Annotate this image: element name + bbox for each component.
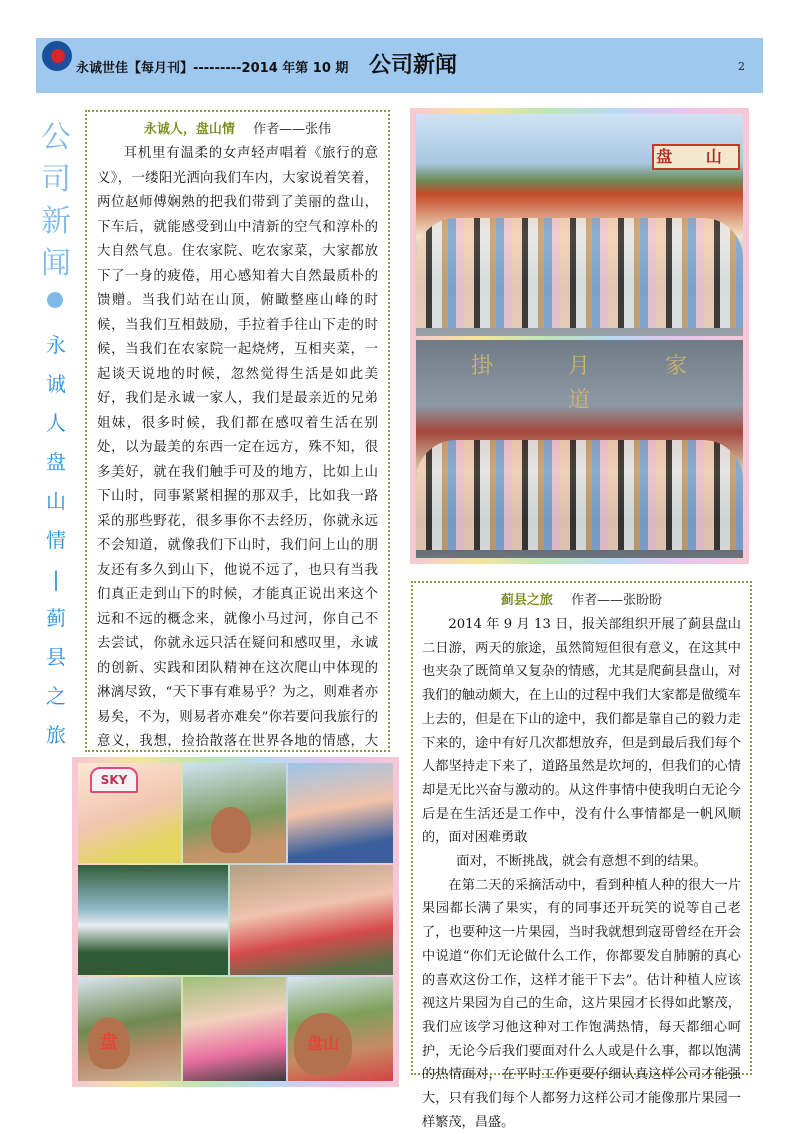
group-people [416, 218, 743, 328]
sidebar-subtitle-char: 县 [46, 645, 66, 669]
article-body [422, 613, 741, 1134]
sidebar-subtitle-char: | [52, 567, 60, 591]
article-body [97, 142, 378, 779]
article-title: 蓟县之旅 [500, 593, 553, 608]
article-jixian [411, 581, 752, 1130]
sidebar-title-char: 公 [41, 120, 71, 155]
sidebar-subtitle [40, 326, 72, 755]
group-people [416, 440, 743, 550]
group-photo-gate [416, 340, 743, 558]
group-photo-frame [410, 108, 749, 564]
article-author: 作者——张盼盼 [571, 593, 663, 608]
group-photo-temple [416, 114, 743, 336]
cap-logo: SKY [90, 767, 138, 793]
sidebar-subtitle-char: 盘 [46, 450, 66, 474]
sidebar-subtitle-char: 永 [46, 333, 66, 357]
article-paragraph: 面对，不断挑战，就会有意想不到的结果。 [456, 854, 707, 870]
collage-photo [78, 865, 228, 975]
sidebar-title [38, 117, 74, 285]
masthead: 永诚世佳【每月刊】---------2014 年第 10 期 [76, 61, 349, 76]
collage-photo [183, 977, 286, 1081]
collage-photo [78, 977, 181, 1081]
collage-photo [230, 865, 393, 975]
gate-board: 掛 月 家 道 [471, 354, 721, 413]
article-header [422, 591, 741, 611]
carved-rock [211, 807, 251, 853]
carved-rock: 盘山 [294, 1013, 352, 1075]
article-paragraph: 在第二天的采摘活动中，看到种植人种的很大一片果园都长满了果实，有的同事还开玩笑的说等自己老了，也要种这一片果园，当时我就想到寇哥曾经在开会中说道“你们无论做什么工作，你都要发自肺腑的真心的喜欢这份工作，这样才能干下去”。估计种植人应该视这片果园为自己的生命，这片果园才长得如此繁茂，我们应该学习他这种对工作饱满热情，每天都细心呵护，无论今后我们要面对什么人或是什么事，都以饱满的热情面对，在平时工作更要仔细认真这样公司才能强大，只有我们每个人都努力这样公司才能像那片果园一样繁茂，昌盛。 [422, 877, 741, 1130]
page-number: 2 [738, 60, 745, 73]
carved-rock: 盘 [88, 1017, 130, 1069]
article-paragraph: 耳机里有温柔的女声轻声唱着《旅行的意义》，一缕阳光洒向我们车内，大家说着笑着，两位赵师傅娴熟的把我们带到了美丽的盘山，下车后，就能感受到山中清新的空气和淳朴的大自然气息。住农家院、吃农家菜，大家都放下了一身的疲倦，用心感知着大自然最质朴的馈赠。当我们站在山顶，俯瞰整座山峰的时候，当我们互相鼓励，手拉着手往山下走的时候，当我们在农家院一起烧烤，互相夹菜，一起谈天说地的时候，忽然觉得生活是如此美好，我们是永诚一家人，我们是最亲近的兄弟姐妹，很多时候，我们都在感叹着生活在别处，以为最美的东西一定在远方，殊不知，很多美好，就在我们触手可及的地方，比如上山下山时，同事紧紧相握的那双手，比如我一路采的那些野花，很多事你不去经历，你就永远不会知道，就像我们下山时，我们问上山的朋友还有多久到山下，他说不远了，也只有当我们真正走到山下的时候，才能真正说出来这个远和不远的概念来，就像小马过河，你自己不去尝试，你就永远只活在疑问和感叹里，永诚的创新、实践和团队精神在这次爬山中体现的淋漓尽致，“天下事有难易乎？为之，则难者亦易矣，不为，则易者亦难矣”你若要问我旅行的意义，我想，捡拾散落在世界各地的情感，大 [97, 146, 378, 749]
section-title: 公司新闻 [369, 53, 458, 78]
collage-photo [288, 977, 393, 1081]
collage-photo [183, 763, 286, 863]
sidebar-subtitle-char: 人 [46, 411, 66, 435]
article-title: 永诚人，盘山情 [143, 122, 235, 137]
company-logo [42, 41, 72, 71]
sidebar-subtitle-char: 蓟 [46, 606, 66, 630]
header-band [36, 38, 763, 93]
sidebar-subtitle-char: 旅 [46, 723, 66, 747]
photo-collage [72, 757, 399, 1087]
sidebar-subtitle-char: 诚 [46, 372, 66, 396]
bullet-dot-icon [47, 292, 63, 308]
sidebar-subtitle-char: 情 [46, 528, 66, 552]
article-author: 作者——张伟 [253, 122, 332, 137]
sidebar-title-char: 司 [41, 162, 71, 197]
sidebar-subtitle-char: 之 [46, 684, 66, 708]
collage-photo [78, 763, 181, 863]
collage-photo [288, 763, 393, 863]
article-panshan [85, 110, 390, 752]
sidebar-subtitle-char: 山 [46, 489, 66, 513]
article-paragraph: 2014 年 9 月 13 日，报关部组织开展了蓟县盘山二日游，两天的旅途，虽然简短但很有意义，在这其中也夹杂了既简单又复杂的情感，尤其是爬蓟县盘山，对我们的触动颇大，在上山的过程中我们大家都是做缆车上去的，但是在下山的途中，我们都是靠自己的毅力走下来的，途中有好几次都想放弃，但是到最后我们每个人都坚持走下来了，道路虽然是坎坷的，但我们的心情却是无比兴奋与激动的。从这件事情中使我明白无论今后是在生活还是工作中，没有什么事情都是一帆风顺的，面对困难勇敢 [422, 617, 741, 846]
sidebar-title-char: 新 [41, 204, 71, 239]
article-header [97, 120, 378, 140]
gate-sign: 盘 山 [652, 144, 740, 170]
sidebar-title-char: 闻 [41, 246, 71, 281]
